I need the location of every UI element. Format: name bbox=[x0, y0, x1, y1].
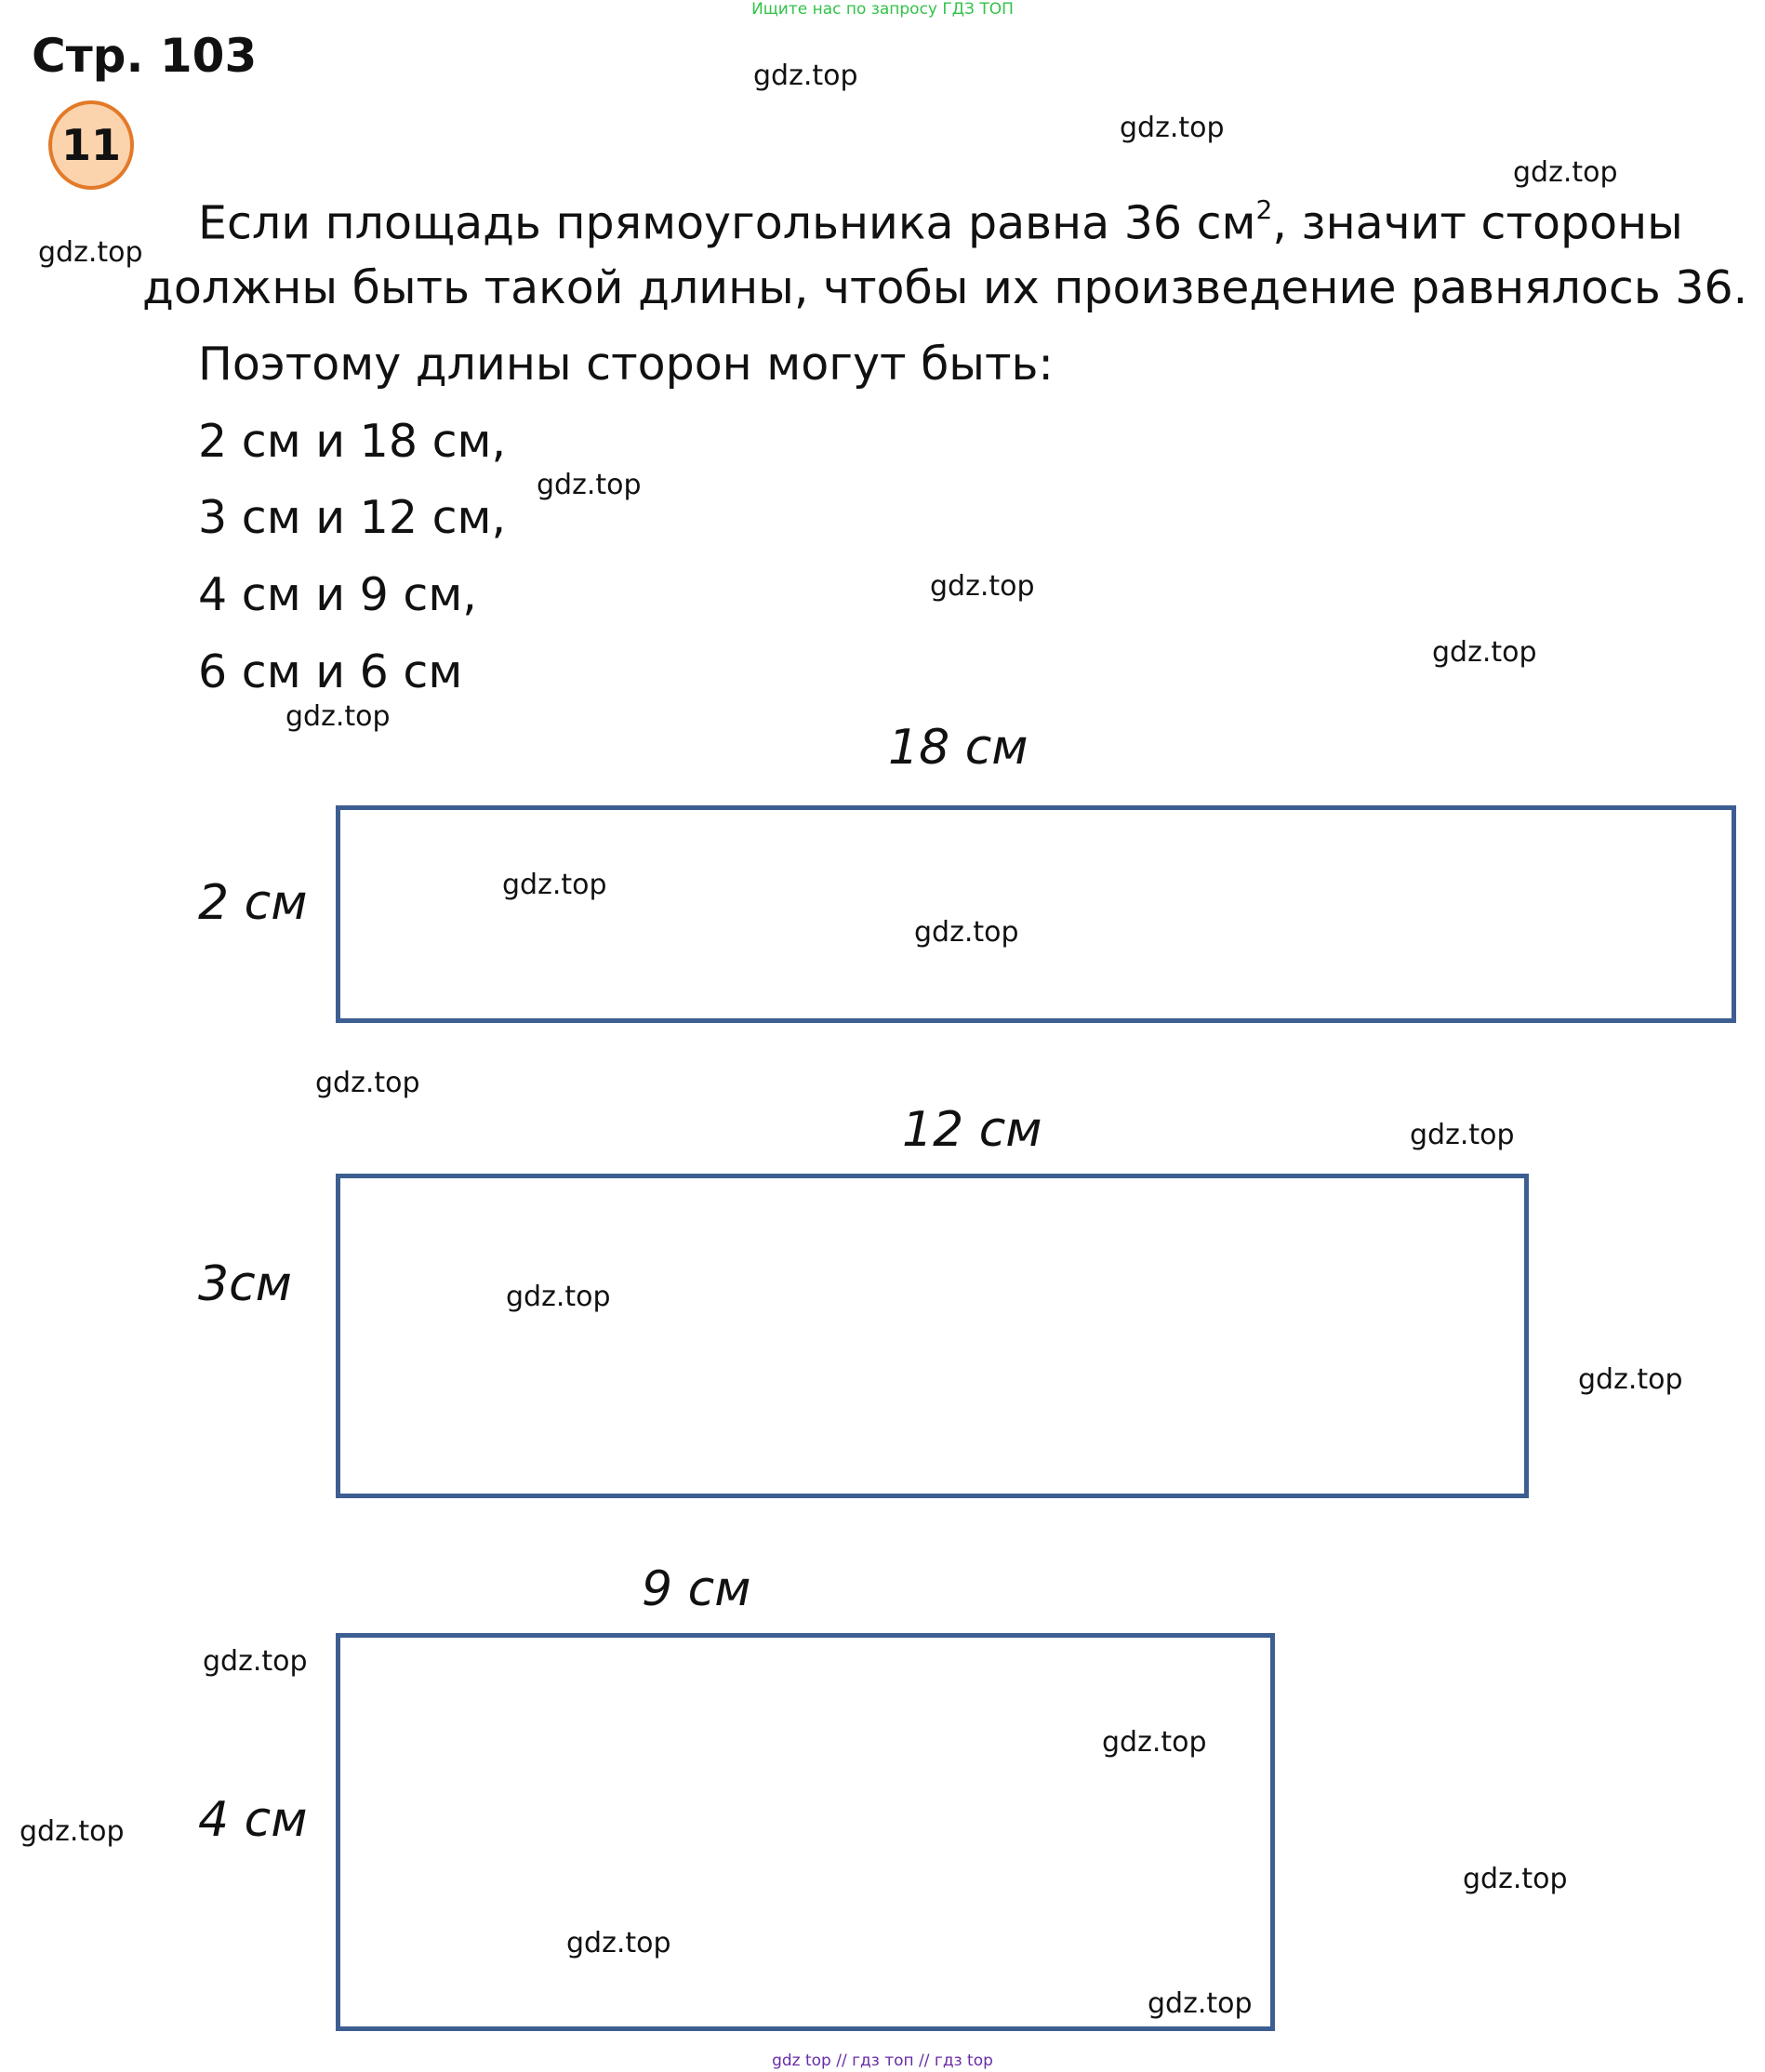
watermark: gdz.top bbox=[203, 1645, 308, 1678]
watermark: gdz.top bbox=[1148, 1987, 1253, 2020]
watermark: gdz.top bbox=[566, 1927, 671, 1959]
page-number: Стр. 103 bbox=[32, 29, 258, 83]
watermark: gdz.top bbox=[1102, 1726, 1207, 1759]
rectangle-12x3 bbox=[336, 1174, 1529, 1498]
rect2-width-label: 12 см bbox=[902, 1102, 1042, 1158]
line1-text-end: , значит стороны bbox=[1272, 196, 1683, 250]
watermark: gdz.top bbox=[502, 869, 607, 901]
task-number-badge bbox=[48, 100, 134, 190]
watermark: gdz.top bbox=[1410, 1119, 1515, 1151]
option-item: 4 см и 9 см, bbox=[198, 568, 477, 621]
watermark: gdz.top bbox=[38, 236, 143, 269]
option-item: 6 см и 6 см bbox=[198, 645, 463, 698]
watermark: gdz.top bbox=[1578, 1363, 1683, 1396]
watermark: gdz.top bbox=[315, 1067, 420, 1099]
rectangle-9x4 bbox=[336, 1633, 1275, 2031]
watermark: gdz.top bbox=[1513, 156, 1618, 189]
watermark: gdz.top bbox=[914, 916, 1019, 949]
watermark: gdz.top bbox=[1432, 636, 1537, 669]
watermark: gdz.top bbox=[285, 700, 391, 733]
task-number: 11 bbox=[60, 120, 121, 170]
rectangle-18x2 bbox=[336, 805, 1736, 1023]
footer-links: gdz top // гдз топ // гдз top bbox=[772, 2052, 993, 2070]
top-banner: Ищите нас по запросу ГДЗ ТОП bbox=[751, 0, 1014, 19]
watermark: gdz.top bbox=[930, 570, 1035, 603]
watermark: gdz.top bbox=[1463, 1863, 1568, 1895]
watermark: gdz.top bbox=[506, 1281, 611, 1313]
paragraph-line-1 bbox=[198, 186, 1683, 251]
rect3-width-label: 9 см bbox=[642, 1561, 751, 1617]
rect1-height-label: 2 см bbox=[198, 875, 308, 931]
watermark: gdz.top bbox=[753, 60, 858, 92]
watermark: gdz.top bbox=[537, 469, 642, 501]
rect1-width-label: 18 см bbox=[888, 720, 1028, 776]
line1-text: Если площадь прямоугольника равна 36 см bbox=[198, 196, 1256, 250]
rect2-height-label: 3см bbox=[198, 1256, 292, 1312]
superscript-2: 2 bbox=[1255, 194, 1273, 225]
option-item: 3 см и 12 см, bbox=[198, 491, 507, 544]
watermark: gdz.top bbox=[20, 1815, 125, 1848]
option-item: 2 см и 18 см, bbox=[198, 415, 507, 468]
paragraph-line-3: Поэтому длины сторон могут быть: bbox=[198, 338, 1054, 391]
rect3-height-label: 4 см bbox=[198, 1792, 308, 1848]
paragraph-line-2: должны быть такой длины, чтобы их произведение равнялось 36. bbox=[142, 261, 1748, 314]
watermark: gdz.top bbox=[1120, 112, 1225, 144]
